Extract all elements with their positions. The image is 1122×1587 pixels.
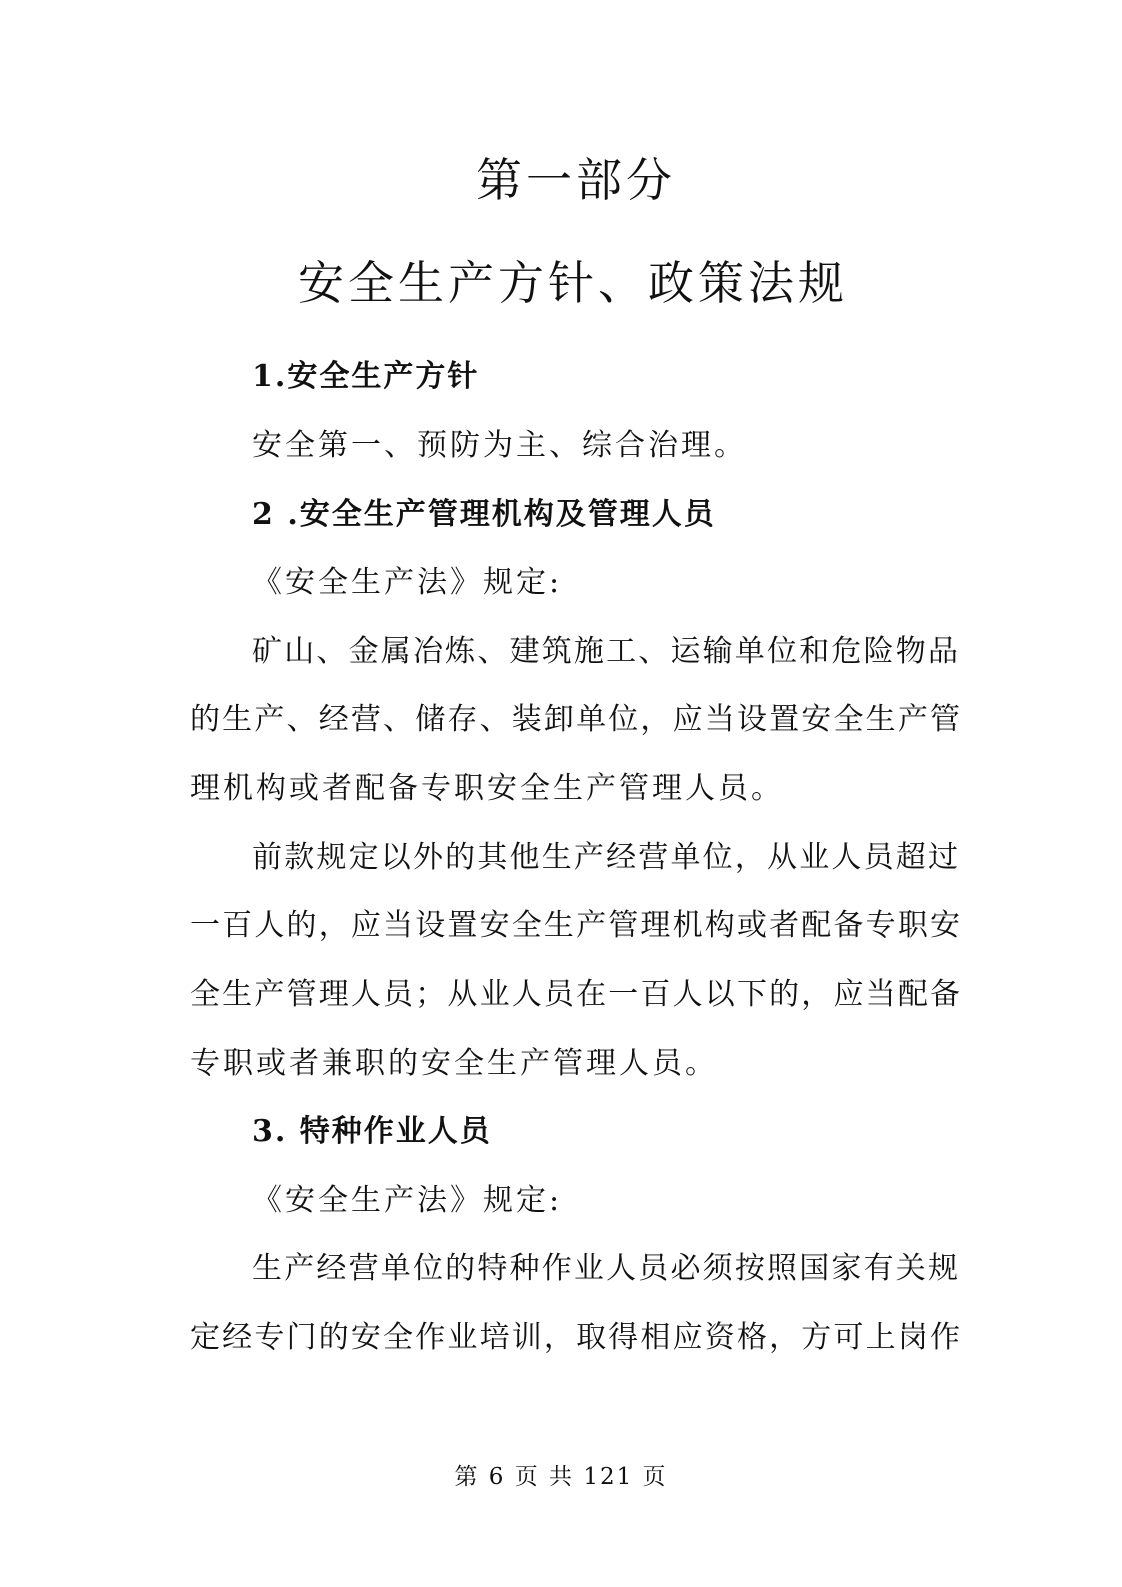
paragraph-line: 的生产、经营、储存、装卸单位，应当设置安全生产管 [190,702,960,737]
paragraph-line: 专职或者兼职的安全生产管理人员。 [190,1046,718,1081]
paragraph-line: 矿山、金属冶炼、建筑施工、运输单位和危险物品 [252,634,958,669]
paragraph-line: 安全第一、预防为主、综合治理。 [252,428,747,463]
heading-1: 1.安全生产方针 [252,359,480,394]
paragraph-line: 《安全生产法》规定: [252,565,563,600]
paragraph-line: 《安全生产法》规定: [252,1183,563,1218]
paragraph-line: 生产经营单位的特种作业人员必须按照国家有关规 [252,1251,958,1286]
paragraph-line: 理机构或者配备专职安全生产管理人员。 [190,771,784,806]
page-number-footer: 第 6 页 共 121 页 [454,1464,668,1490]
paragraph-line: 全生产管理人员；从业人员在一百人以下的，应当配备 [190,977,960,1012]
paragraph-line: 定经专门的安全作业培训，取得相应资格，方可上岗作 [190,1320,960,1355]
paragraph-line: 一百人的，应当设置安全生产管理机构或者配备专职安 [190,908,960,943]
section-title: 安全生产方针、政策法规 [298,256,848,310]
paragraph-line: 前款规定以外的其他生产经营单位，从业人员超过 [252,840,958,875]
part-title: 第一部分 [476,153,676,207]
heading-3: 3. 特种作业人员 [252,1114,492,1149]
heading-2: 2 .安全生产管理机构及管理人员 [252,497,716,532]
